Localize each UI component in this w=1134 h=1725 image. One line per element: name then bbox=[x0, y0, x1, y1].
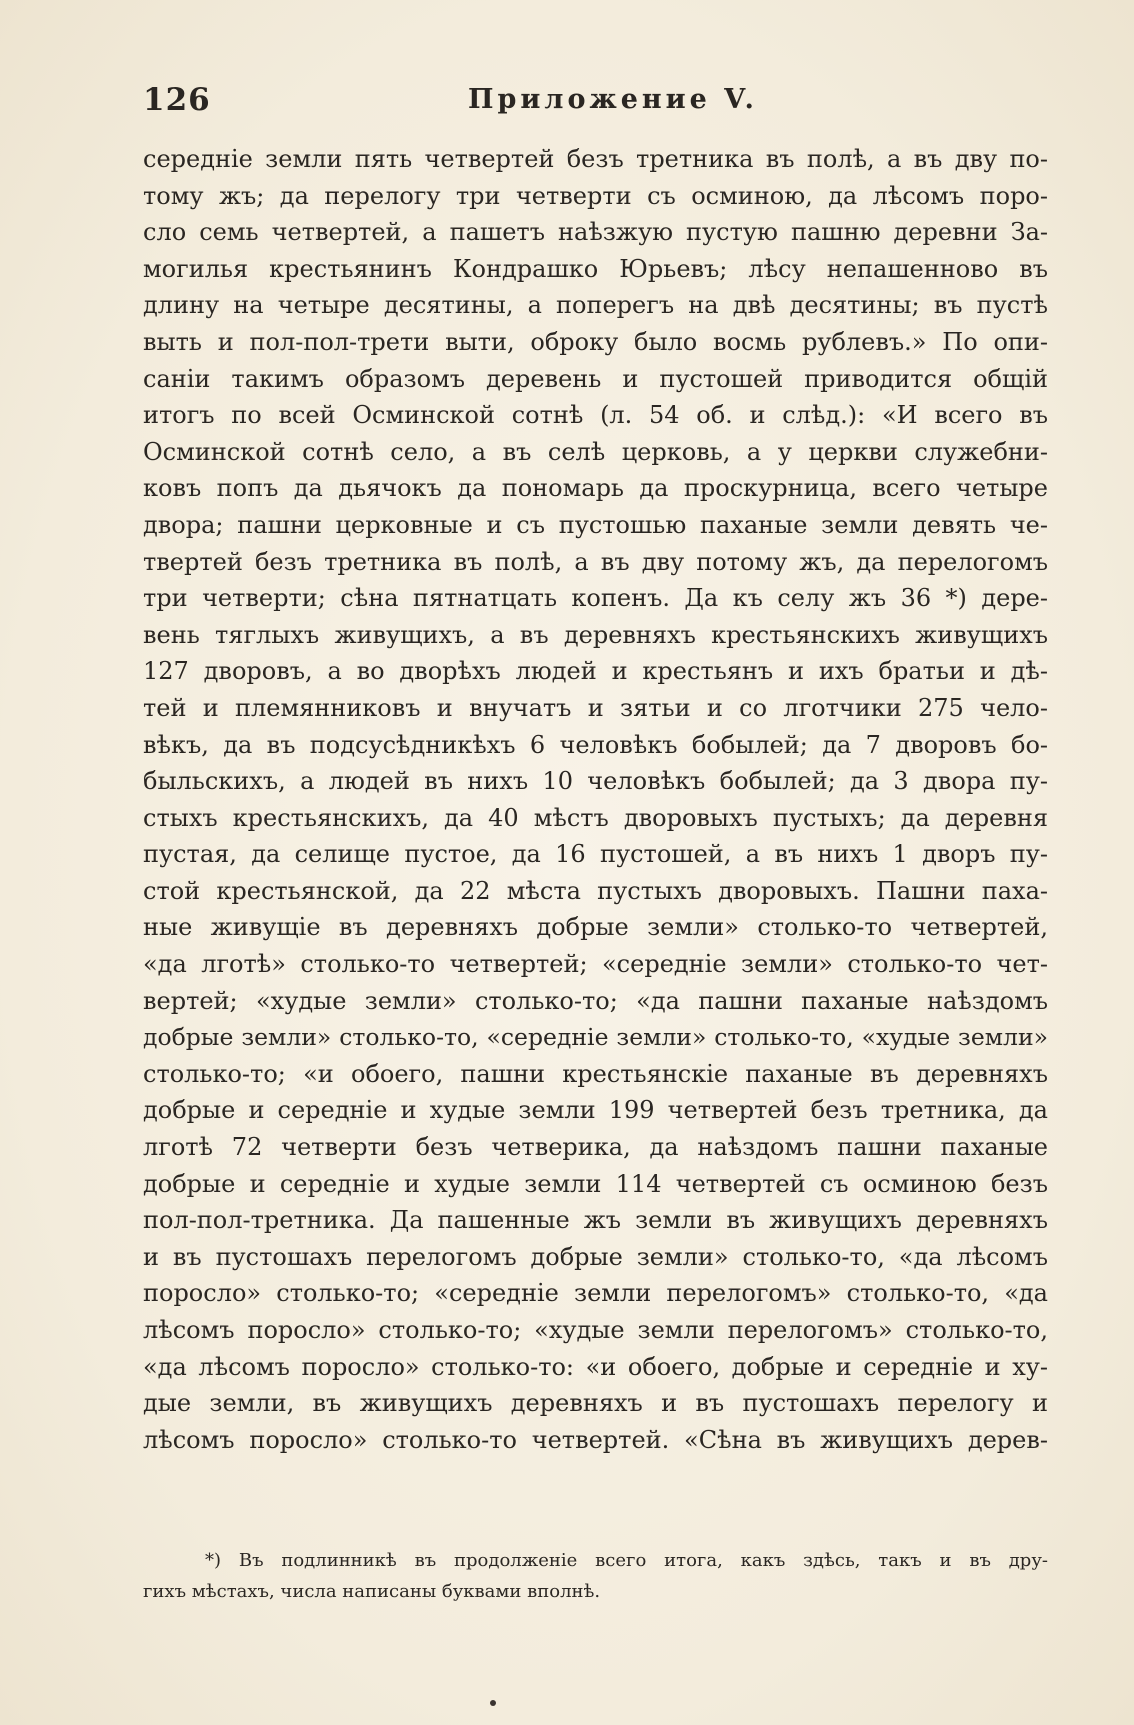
body-line: пустая, да селище пустое, да 16 пустошей, а въ нихъ 1 дворъ пу- bbox=[143, 840, 1048, 869]
body-line: добрые земли» столько-то, «середніе земли» столько-то, «худые земли» bbox=[143, 1023, 1048, 1052]
body-line: «да лѣсомъ поросло» столько-то: «и обоего, добрые и середніе и ху- bbox=[143, 1352, 1048, 1381]
body-line: добрые и середніе и худые земли 199 четвертей безъ третника, да bbox=[143, 1096, 1048, 1125]
body-line: лготѣ 72 четверти безъ четверика, да наѣздомъ пашни паханые bbox=[143, 1133, 1048, 1162]
page-mark bbox=[490, 1700, 496, 1706]
body-line: вертей; «худые земли» столько-то; «да пашни паханые наѣздомъ bbox=[143, 986, 1048, 1015]
body-line: середніе земли пять четвертей безъ третника въ полѣ, а въ дву по- bbox=[143, 145, 1048, 173]
body-line: выть и пол-пол-трети выти, оброку было восмь рублевъ.» По опи- bbox=[143, 327, 1048, 356]
body-line: двора; пашни церковные и съ пустошью паханые земли девять че- bbox=[143, 510, 1048, 539]
body-line: тому жъ; да перелогу три четверти съ осминою, да лѣсомъ поро- bbox=[143, 181, 1048, 210]
page-header bbox=[143, 80, 1048, 120]
body-line: пол-пол-третника. Да пашенные жъ земли въ живущихъ деревняхъ bbox=[143, 1206, 1048, 1235]
body-line: лѣсомъ поросло» столько-то четвертей. «Сѣна въ живущихъ дерев- bbox=[143, 1425, 1048, 1454]
body-line: «да лготѣ» столько-то четвертей; «середніе земли» столько-то чет- bbox=[143, 950, 1048, 979]
body-line: лѣсомъ поросло» столько-то; «худые земли перелогомъ» столько-то, bbox=[143, 1316, 1048, 1344]
body-line: 127 дворовъ, а во дворѣхъ людей и крестьянъ и ихъ братьи и дѣ- bbox=[143, 657, 1048, 686]
body-line: стыхъ крестьянскихъ, да 40 мѣстъ дворовыхъ пустыхъ; да деревня bbox=[143, 803, 1048, 832]
body-line: саніи такимъ образомъ деревень и пустошей приводится общій bbox=[143, 364, 1048, 393]
body-line: стой крестьянской, да 22 мѣста пустыхъ дворовыхъ. Пашни паха- bbox=[143, 876, 1048, 905]
body-line: тей и племянниковъ и внучатъ и зятьи и со лготчики 275 чело- bbox=[143, 693, 1048, 722]
body-line: и въ пустошахъ перелогомъ добрые земли» столько-то, «да лѣсомъ bbox=[143, 1242, 1048, 1271]
body-text bbox=[143, 141, 1048, 1458]
footnote bbox=[143, 1545, 1048, 1607]
body-line: итогъ по всей Осминской сотнѣ (л. 54 об. и слѣд.): «И всего въ bbox=[143, 401, 1048, 430]
page-number: 126 bbox=[143, 82, 211, 118]
body-line: столько-то; «и обоего, пашни крестьянскіе паханые въ деревняхъ bbox=[143, 1059, 1048, 1088]
body-line: ковъ попъ да дьячокъ да пономарь да проскурница, всего четыре bbox=[143, 474, 1048, 503]
running-title: Приложение V. bbox=[468, 84, 758, 115]
footnote-line: гихъ мѣстахъ, числа написаны буквами вполнѣ. bbox=[143, 1581, 601, 1602]
body-line: Осминской сотнѣ село, а въ селѣ церковь, а у церкви служебни- bbox=[143, 437, 1048, 466]
body-line: три четверти; сѣна пятнатцать копенъ. Да къ селу жъ 36 *) дере- bbox=[143, 584, 1048, 613]
body-line: длину на четыре десятины, а поперегъ на двѣ десятины; въ пустѣ bbox=[143, 291, 1048, 320]
body-line: вѣкъ, да въ подсусѣдникѣхъ 6 человѣкъ бобылей; да 7 дворовъ бо- bbox=[143, 730, 1048, 759]
footnote-line: *) Въ подлинникѣ въ продолженіе всего итога, какъ здѣсь, такъ и въ дру- bbox=[205, 1550, 1048, 1571]
body-line: сло семь четвертей, а пашетъ наѣзжую пустую пашню деревни За- bbox=[143, 218, 1048, 247]
body-line: быльскихъ, а людей въ нихъ 10 человѣкъ бобылей; да 3 двора пу- bbox=[143, 767, 1048, 796]
body-line: добрые и середніе и худые земли 114 четвертей съ осминою безъ bbox=[143, 1169, 1048, 1198]
body-line: дые земли, въ живущихъ деревняхъ и въ пустошахъ перелогу и bbox=[143, 1389, 1048, 1418]
body-line: ные живущіе въ деревняхъ добрые земли» столько-то четвертей, bbox=[143, 913, 1048, 942]
body-line: поросло» столько-то; «середніе земли перелогомъ» столько-то, «да bbox=[143, 1279, 1048, 1308]
body-line: вень тяглыхъ живущихъ, а въ деревняхъ крестьянскихъ живущихъ bbox=[143, 620, 1048, 649]
body-line: могилья крестьянинъ Кондрашко Юрьевъ; лѣсу непашенново въ bbox=[143, 254, 1048, 283]
body-line: твертей безъ третника въ полѣ, а въ дву потому жъ, да перелогомъ bbox=[143, 547, 1048, 576]
